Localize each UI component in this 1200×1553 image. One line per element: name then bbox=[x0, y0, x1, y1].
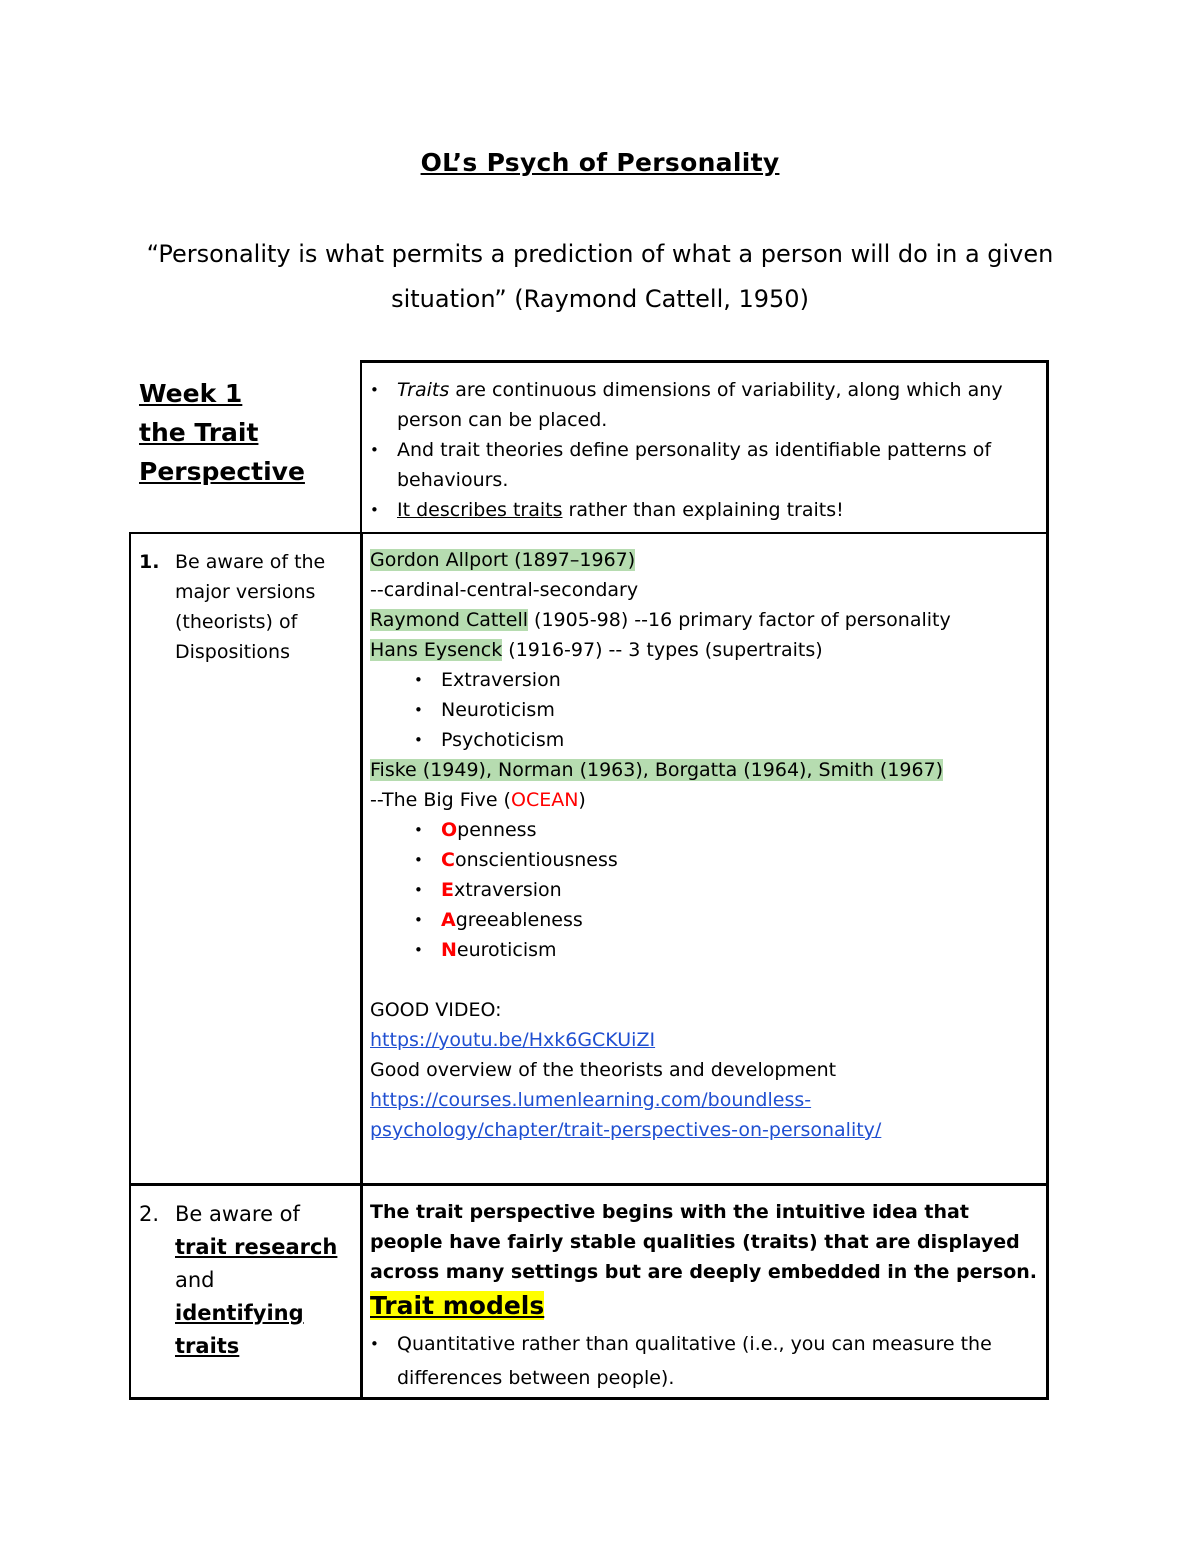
week-heading bbox=[139, 374, 354, 491]
table-border-top bbox=[360, 360, 1049, 363]
list-item bbox=[370, 375, 1035, 435]
quantitative: Quantitative bbox=[397, 1333, 516, 1355]
row1-objective-text: Be aware of the major versions (theorists) of Dispositions bbox=[175, 551, 326, 663]
qualitative: qualitative bbox=[634, 1333, 736, 1355]
list-item bbox=[414, 875, 1035, 905]
ocean-letter: E bbox=[441, 879, 454, 901]
ocean-rest: greeableness bbox=[455, 909, 583, 931]
row2-objective-line-3: and bbox=[175, 1268, 215, 1292]
week-heading-line-1: Week 1 bbox=[139, 379, 243, 408]
video-link[interactable]: https://youtu.be/Hxk6GCKUiZI bbox=[370, 1029, 656, 1051]
trait-research: trait research bbox=[175, 1235, 338, 1259]
cattell-name: Raymond Cattell bbox=[370, 609, 529, 631]
trait-perspective-content bbox=[370, 1197, 1038, 1395]
rather-than: rather than bbox=[515, 1333, 635, 1355]
document-title: OL’s Psych of Personality bbox=[420, 148, 780, 177]
row1-objective bbox=[139, 547, 354, 667]
list-item bbox=[414, 845, 1035, 875]
ocean-rest: penness bbox=[457, 819, 537, 841]
trait-perspective-intro: The trait perspective begins with the intuitive idea that people have fairly stable qualities (traits) that are displayed across many settings but are deeply embedded in the person. bbox=[370, 1201, 1038, 1283]
list-item: • Extraversion bbox=[414, 665, 1035, 695]
ocean-rest: onscientiousness bbox=[454, 849, 618, 871]
theorists-content bbox=[370, 545, 1035, 1145]
list-item: • Neuroticism bbox=[414, 695, 1035, 725]
list-item bbox=[414, 815, 1035, 845]
ocean-letter: C bbox=[441, 849, 455, 871]
identifying: identifying bbox=[175, 1301, 304, 1325]
traits-term: Traits bbox=[397, 379, 450, 401]
table-column-divider bbox=[360, 532, 363, 1400]
list-item: • Psychoticism bbox=[414, 725, 1035, 755]
table-border-left-upper bbox=[360, 360, 362, 535]
big-five-prefix: --The Big Five ( bbox=[370, 789, 511, 811]
table-border-right bbox=[1046, 360, 1049, 1400]
eysenck-description: (1916-97) -- 3 types (supertraits) bbox=[502, 639, 823, 661]
week-heading-line-2: the Trait bbox=[139, 418, 259, 447]
ocean-letter: N bbox=[441, 939, 457, 961]
table-border-bottom bbox=[129, 1397, 1049, 1400]
measure-differences: (i.e., you can measure the differences between people). bbox=[397, 1333, 992, 1389]
list-item bbox=[370, 495, 1035, 525]
ocean-rest: euroticism bbox=[456, 939, 557, 961]
list-item bbox=[370, 1327, 1038, 1395]
allport-description: --cardinal-central-secondary bbox=[370, 579, 639, 601]
video-label: GOOD VIDEO: bbox=[370, 999, 502, 1021]
cattell-quote: “Personality is what permits a prediction of what a person will do in a given situation” (Raymond Cattell, 1950) bbox=[146, 240, 1054, 313]
big-five-suffix: ) bbox=[578, 789, 586, 811]
overview-link-line-1[interactable]: https://courses.lumenlearning.com/boundless- bbox=[370, 1089, 812, 1111]
explaining-traits: rather than explaining traits! bbox=[562, 499, 844, 521]
allport-name: Gordon Allport (1897–1967) bbox=[370, 549, 636, 571]
row2-objective bbox=[139, 1198, 354, 1363]
table-row-divider-1 bbox=[129, 532, 1049, 534]
trait-models-heading: Trait models bbox=[370, 1291, 545, 1320]
big-five-researchers: Fiske (1949), Norman (1963), Borgatta (1964), Smith (1967) bbox=[370, 759, 944, 781]
describes-traits: It describes traits bbox=[397, 499, 563, 521]
eysenck-name: Hans Eysenck bbox=[370, 639, 503, 661]
list-item bbox=[414, 905, 1035, 935]
row1-number: 1. bbox=[139, 551, 160, 573]
ocean-letter: A bbox=[441, 909, 456, 931]
ocean-rest: xtraversion bbox=[453, 879, 562, 901]
list-item: • And trait theories define personality as identifiable patterns of behaviours. bbox=[370, 435, 1035, 495]
overview-text: Good overview of the theorists and development bbox=[370, 1059, 837, 1081]
overview-link-line-2[interactable]: psychology/chapter/trait-perspectives-on-personality/ bbox=[370, 1119, 882, 1141]
list-item bbox=[414, 935, 1035, 965]
table-border-left bbox=[129, 532, 131, 1400]
ocean-letter: O bbox=[441, 819, 458, 841]
trait-definition-list bbox=[370, 375, 1035, 525]
row2-number: 2. bbox=[139, 1202, 160, 1226]
ocean-acronym: OCEAN bbox=[510, 789, 579, 811]
cattell-description: (1905-98) --16 primary factor of personality bbox=[528, 609, 951, 631]
week-heading-line-3: Perspective bbox=[139, 457, 305, 486]
traits: traits bbox=[175, 1334, 240, 1358]
traits-definition: are continuous dimensions of variability, along which any person can be placed. bbox=[397, 379, 1003, 431]
overview-link[interactable] bbox=[370, 1089, 881, 1141]
row2-objective-line-1: Be aware of bbox=[175, 1202, 300, 1226]
table-row-divider-2 bbox=[129, 1183, 1049, 1186]
